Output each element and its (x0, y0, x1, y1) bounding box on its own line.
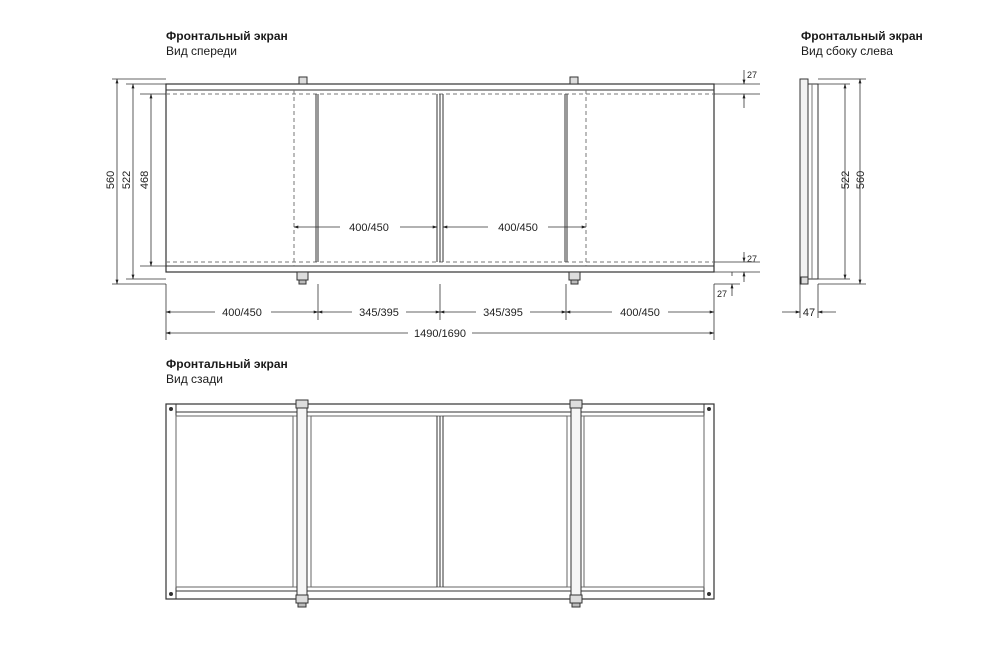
dim-27-bottom-b-label: 27 (717, 289, 728, 299)
front-view-title: Фронтальный экран (166, 29, 288, 43)
side-dim-560-label: 560 (855, 170, 867, 190)
dim-seg4-label: 400/450 (620, 307, 660, 319)
back-view-subtitle: Вид сзади (166, 372, 223, 386)
side-view-drawing (800, 79, 818, 284)
side-view-dimensions (782, 79, 866, 318)
dim-seg1-label: 400/450 (222, 307, 262, 319)
dim-468-label: 468 (139, 170, 151, 190)
dim-560-label: 560 (105, 170, 117, 190)
side-dim-47-label: 47 (802, 307, 816, 319)
back-view-drawing (166, 400, 714, 607)
dim-seg3-label: 345/395 (483, 307, 523, 319)
dim-522-label: 522 (121, 170, 133, 190)
dim-inner-right-label: 400/450 (498, 222, 538, 234)
side-view-subtitle: Вид сбоку слева (801, 44, 893, 58)
side-view-title: Фронтальный экран (801, 29, 923, 43)
back-view-title: Фронтальный экран (166, 357, 288, 371)
side-dim-522-label: 522 (840, 170, 852, 190)
front-view-subtitle: Вид спереди (166, 44, 238, 58)
dim-seg2-label: 345/395 (359, 307, 399, 319)
dim-total-label: 1490/1690 (414, 328, 466, 340)
dim-inner-left-label: 400/450 (349, 222, 389, 234)
dim-27-bottom-a-label: 27 (747, 254, 758, 264)
dim-27-top-label: 27 (747, 70, 758, 80)
front-view-drawing (166, 77, 714, 284)
